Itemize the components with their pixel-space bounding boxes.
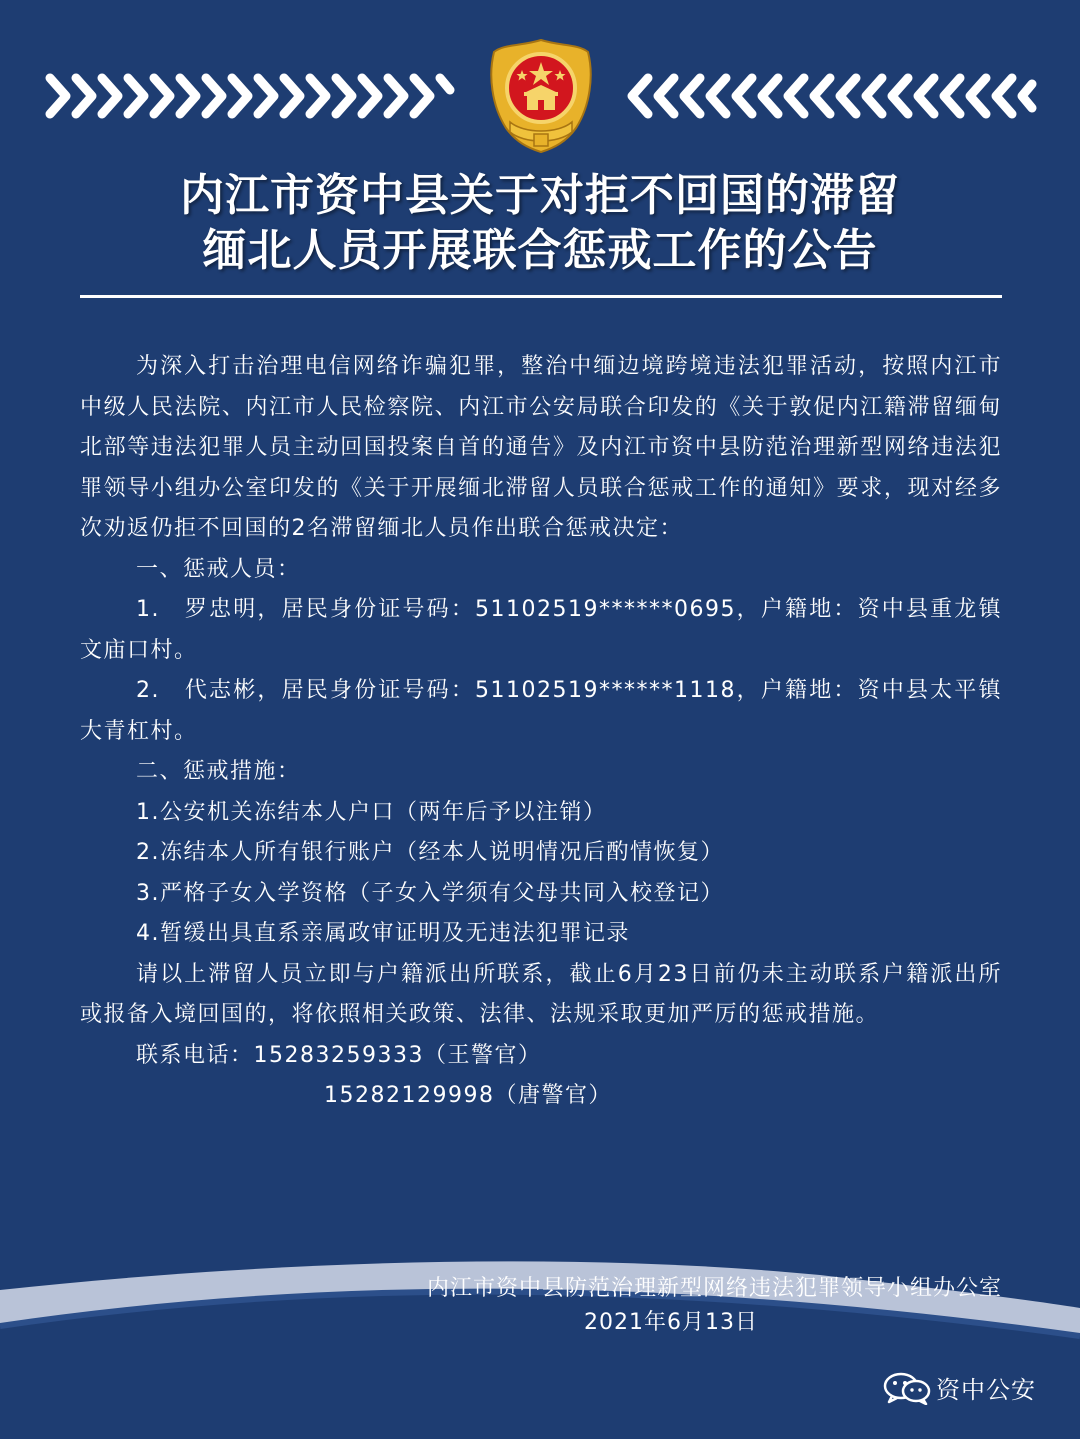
title-line-2: 缅北人员开展联合惩戒工作的公告 <box>202 225 878 276</box>
closing-paragraph: 请以上滞留人员立即与户籍派出所联系，截止6月23日前仍未主动联系户籍派出所或报备入境回国的，将依照相关政策、法律、法规采取更加严厉的惩戒措施。 <box>80 961 1002 1027</box>
title-divider <box>80 295 1002 298</box>
wechat-icon <box>882 1371 932 1405</box>
measure-item-4: 4.暂缓出具直系亲属政审证明及无违法犯罪记录 <box>136 921 630 946</box>
person-item-1: 1. 罗忠明，居民身份证号码：51102519******0695，户籍地：资中县重龙镇文庙口村。 <box>80 597 1002 663</box>
person-item-2: 2. 代志彬，居民身份证号码：51102519******1118，户籍地：资中县太平镇大青杠村。 <box>80 678 1002 744</box>
measure-item-2: 2.冻结本人所有银行账户（经本人说明情况后酌情恢复） <box>136 840 724 865</box>
measure-item-3: 3.严格子女入学资格（子女入学须有父母共同入校登记） <box>136 880 724 906</box>
issuing-organization: 内江市资中县防范治理新型网络违法犯罪领导小组办公室 <box>426 1276 1002 1301</box>
contact-phone-1: 联系电话：15283259333（王警官） <box>136 1042 542 1068</box>
signature-block <box>280 1272 1002 1340</box>
police-emblem-icon <box>480 36 602 156</box>
section2-heading: 二、惩戒措施： <box>136 759 301 784</box>
title-line-1: 内江市资中县关于对拒不回国的滞留 <box>180 170 900 221</box>
wechat-watermark <box>882 1370 1036 1405</box>
announcement-title <box>60 168 1020 278</box>
intro-paragraph: 为深入打击治理电信网络诈骗犯罪，整治中缅边境跨境违法犯罪活动，按照内江市中级人民法院、内江市人民检察院、内江市公安局联合印发的《关于敦促内江籍滞留缅甸北部等违法犯罪人员主动回国投案自首的通告》及内江市资中县防范治理新型网络违法犯罪领导小组办公室印发的《关于开展缅北滞留人员联合惩戒工作的通知》要求，现对经多次劝返仍拒不回国的2名滞留缅北人员作出联合惩戒决定： <box>80 354 1002 541</box>
measure-item-1: 1.公安机关冻结本人户口（两年后予以注销） <box>136 799 607 825</box>
announcement-body <box>80 347 1002 1117</box>
issue-date: 2021年6月13日 <box>584 1310 758 1335</box>
contact-phone-2-text: 15282129998（唐警官） <box>324 1083 612 1108</box>
chevron-right-icon <box>44 72 456 120</box>
watermark-label: 资中公安 <box>936 1376 1036 1404</box>
contact-phone-2 <box>80 1076 1002 1117</box>
section1-heading: 一、惩戒人员： <box>136 556 301 582</box>
chevron-left-icon <box>626 72 1038 120</box>
